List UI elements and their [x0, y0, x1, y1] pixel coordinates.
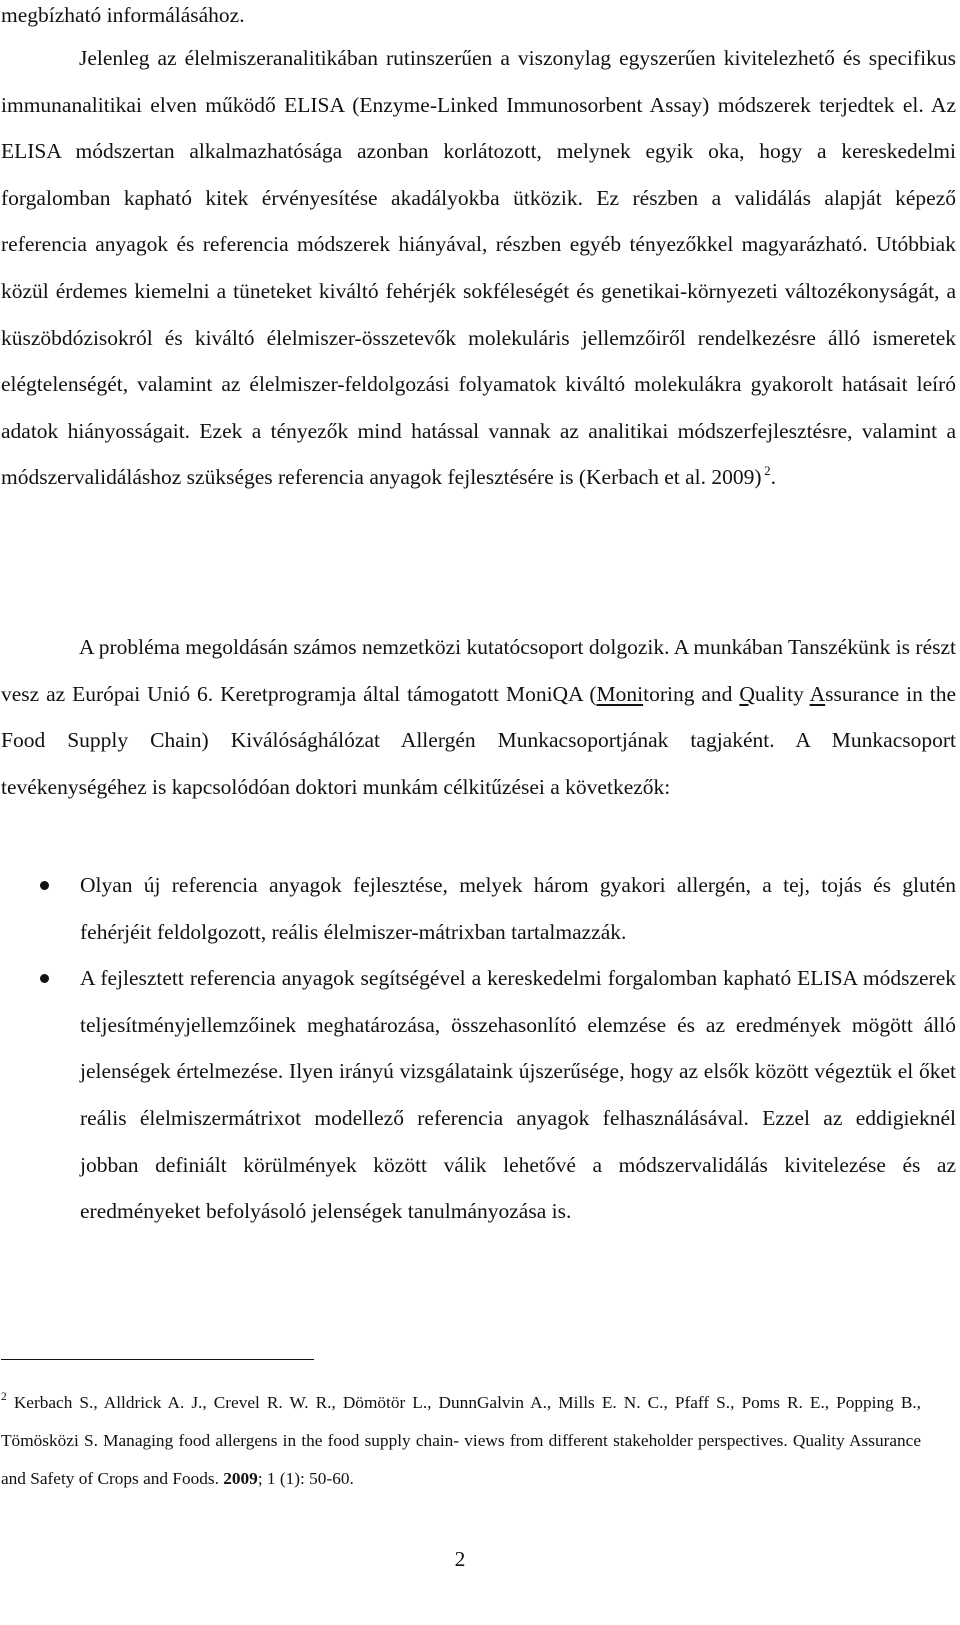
acronym-letters: A [809, 681, 826, 706]
sentence-end: . [770, 465, 776, 490]
footnote-reference: 2 [764, 463, 771, 479]
text-run: ssurance in the Food Supply Chain) Kiválósághálózat Allergén Munkacsoportjának tagjaként. A Munkacsoport tevékenységéhez is kapcsolódóan doktori munkám célkitűzései a következők: [1, 681, 957, 799]
sentence: Ez részben a validálás alapját képező referencia anyagok és referencia módszerek hiányával, részben egyéb tényezőkkel magyarázható. [1, 185, 956, 257]
list-item [0, 862, 956, 955]
list-item-text: A fejlesztett referencia anyagok segítségével a kereskedelmi forgalomban kapható ELISA módszerek teljesítményjellemzőinek meghatározása, összehasonlító elemzése és az eredmények mögött álló jelenségek értelmezése. Ilyen irányú vizsgálataink újszerűsége, hogy az elsők között végeztük el őket reális élelmiszermátrixot modellező referencia anyagok felhasználásával. Ezzel az eddigieknél jobban definiált körülmények között válik lehetővé a módszervalidálás kivitelezése és az eredményeket befolyásoló jelenségek tanulmányozása is. [80, 966, 956, 1224]
bullet-icon [40, 881, 49, 890]
paragraph-moniqa [1, 624, 956, 810]
sentence: Ezek a tényezők mind hatással vannak az analitikai módszerfejlesztésre, valamint a módszervalidáláshoz szükséges referencia anyagok fejlesztésére is (Kerbach et al. 2009) [1, 418, 956, 490]
sentence: Utóbbiak közül érdemes kiemelni a tüneteket kiváltó fehérjék sokféleségét és genetikai-környezeti változékonyságát, a küszöbdózisokról és kiváltó élelmiszer-összetevők molekuláris jellemzőiről rendelkezésre álló ismeretek elégtelenségét, valamint az élelmiszer-feldolgozási folyamatok kiváltó molekulákra gyakorolt hatásait leíró adatok hiányosságait. [1, 232, 956, 443]
footnote-citation: Kerbach S., Alldrick A. J., Crevel R. W. R., Dömötör L., DunnGalvin A., Mills E. N. C., Pfaff S., Poms R. E., Popping B., Tömösközi S. Managing food allergens in the food supply chain- views from different stakeholder perspectives. Quality Assurance and Safety of Crops and Foods. [1, 1393, 921, 1488]
objectives-list [0, 862, 956, 1235]
sentence: Az ELISA módszertan alkalmazhatósága azonban korlátozott, melynek egyik oka, hogy a kereskedelmi forgalomban kapható kitek érvényesítése akadályokba ütközik. [1, 92, 957, 210]
bullet-icon [40, 974, 49, 983]
footnote [1, 1384, 921, 1498]
footnote-year: 2009 [223, 1469, 258, 1488]
list-item-text: Olyan új referencia anyagok fejlesztése, melyek három gyakori allergén, a tej, tojás és glutén fehérjéit feldolgozott, reális élelmiszer-mátrixban tartalmazzák. [80, 873, 956, 944]
footnote-volume: ; 1 (1): 50-60. [257, 1469, 354, 1488]
paragraph-elisa [1, 35, 956, 501]
page-number: 2 [454, 1547, 466, 1571]
text-run: toring and [643, 681, 740, 706]
text-run: A probléma megoldásán számos nemzetközi kutatócsoport dolgozik. A munkában Tanszékünk is részt vesz az Európai Unió 6. Keretprogramja által támogatott MoniQA ( [1, 635, 957, 706]
footnote-marker: 2 [1, 1391, 7, 1403]
sentence: Jelenleg az élelmiszeranalitikában rutinszerűen a viszonylag egyszerűen kivitelezhető és specifikus immunanalitikai elven működő ELISA (Enzyme-Linked Immunosorbent Assay) módszerek terjedtek el. [1, 46, 956, 117]
footnote-separator [1, 1359, 314, 1360]
acronym-letters: Moni [596, 681, 644, 706]
continuation-line: megbízható informálásához. [1, 3, 245, 27]
list-item [0, 955, 956, 1235]
acronym-letters: Q [739, 681, 755, 706]
text-run: uality [754, 681, 810, 706]
